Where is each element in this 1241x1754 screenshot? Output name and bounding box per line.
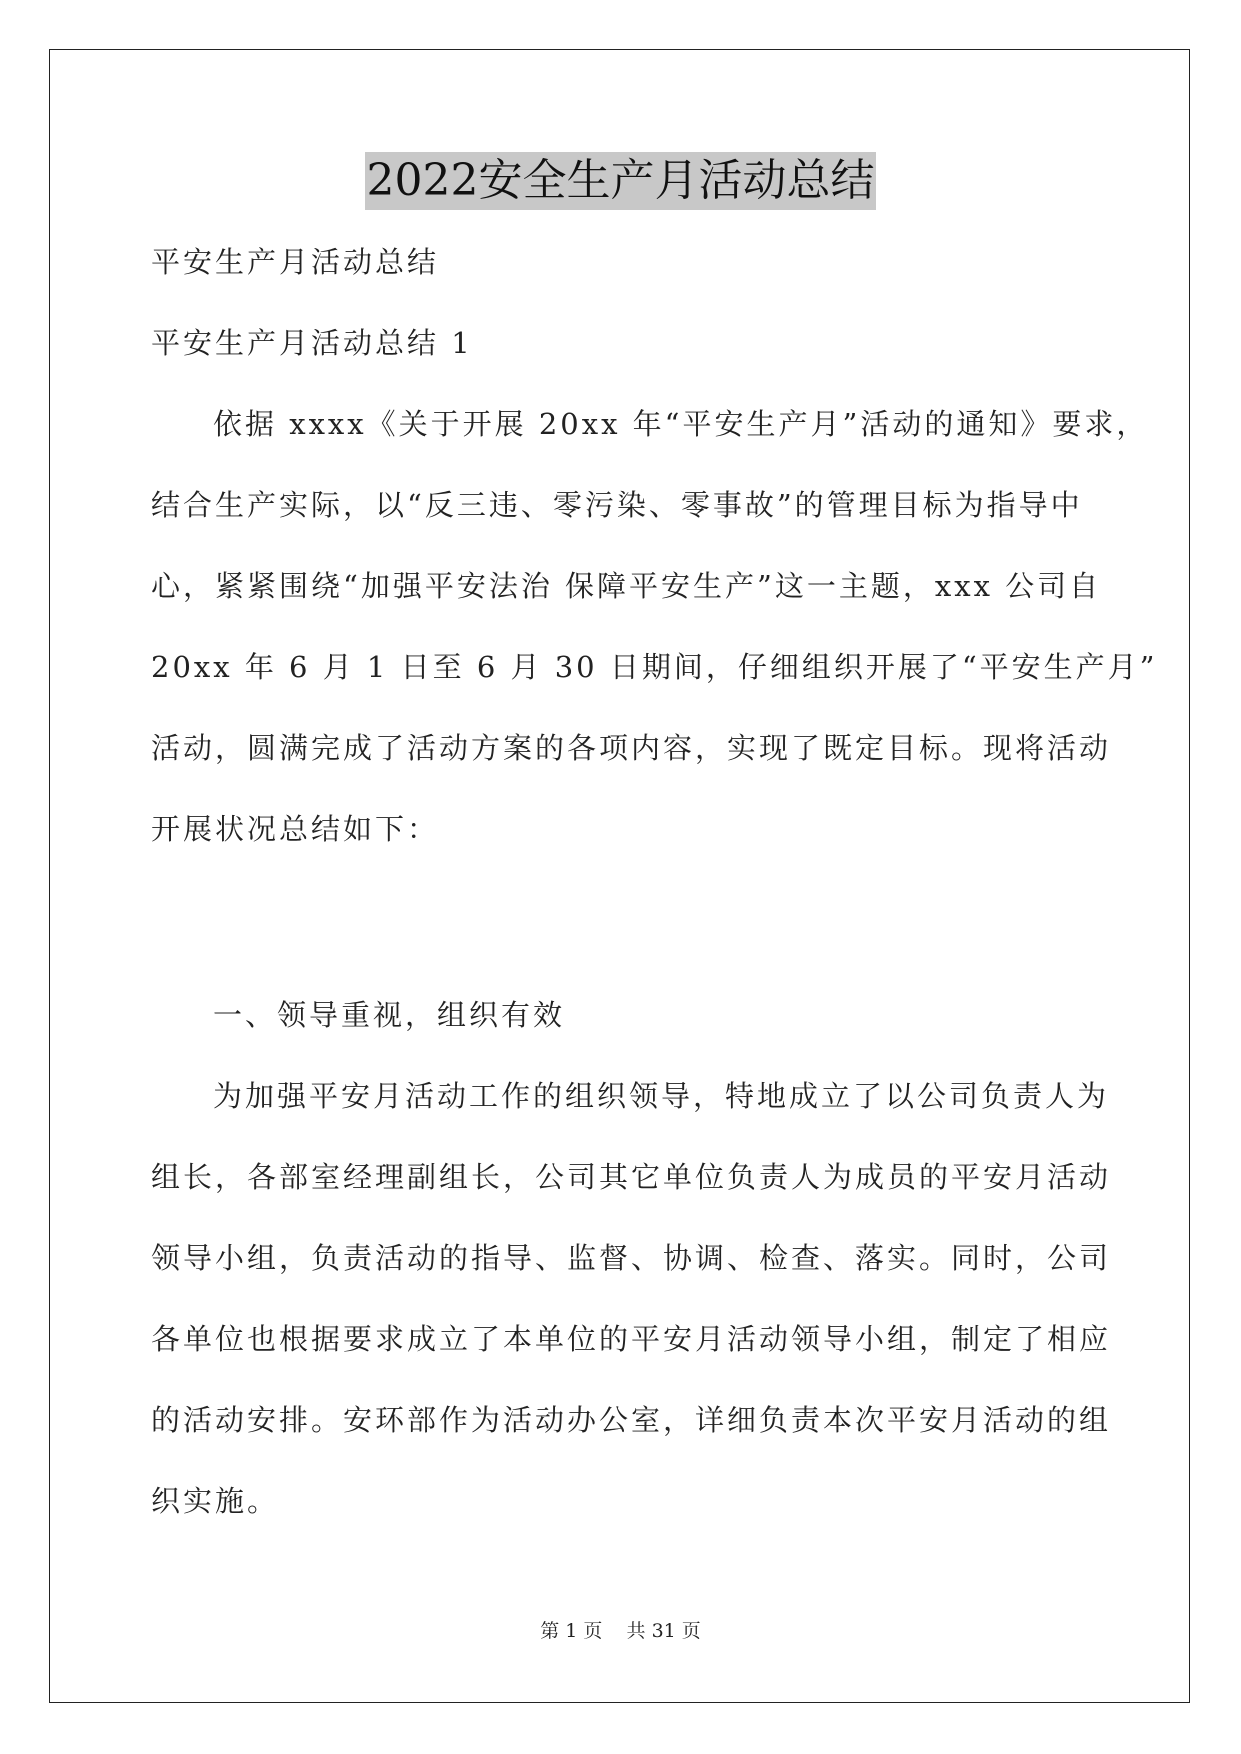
section-title: 平安生产月活动总结 1 (151, 326, 473, 360)
document-title: 2022安全生产月活动总结 (365, 152, 877, 210)
paragraph-line: 开展状况总结如下： (151, 812, 440, 846)
paragraph-line: 活动，圆满完成了活动方案的各项内容，实现了既定目标。现将活动 (151, 731, 1112, 765)
page-border (49, 49, 1190, 1703)
paragraph-line: 结合生产实际，以“反三违、零污染、零事故”的管理目标为指导中 (151, 488, 1083, 522)
page-footer: 第 1 页 共 31 页 (540, 1620, 701, 1642)
paragraph-line: 织实施。 (151, 1484, 280, 1518)
paragraph-line: 依据 xxxx《关于开展 20xx 年“平安生产月”活动的通知》要求， (213, 407, 1149, 441)
paragraph-line: 各单位也根据要求成立了本单位的平安月活动领导小组，制定了相应 (151, 1322, 1112, 1356)
paragraph-line: 组长，各部室经理副组长，公司其它单位负责人为成员的平安月活动 (151, 1160, 1112, 1194)
paragraph-line: 的活动安排。安环部作为活动办公室，详细负责本次平安月活动的组 (151, 1403, 1112, 1437)
document-subtitle: 平安生产月活动总结 (151, 245, 440, 279)
paragraph-line: 领导小组，负责活动的指导、监督、协调、检查、落实。同时，公司 (151, 1241, 1112, 1275)
paragraph-line: 心，紧紧围绕“加强平安法治 保障平安生产”这一主题，xxx 公司自 (151, 569, 1102, 603)
paragraph-line: 为加强平安月活动工作的组织领导，特地成立了以公司负责人为 (213, 1079, 1110, 1113)
paragraph-line: 20xx 年 6 月 1 日至 6 月 30 日期间，仔细组织开展了“平安生产月” (151, 650, 1158, 684)
section-heading: 一、领导重视，组织有效 (213, 998, 566, 1032)
title-container (0, 152, 1241, 210)
